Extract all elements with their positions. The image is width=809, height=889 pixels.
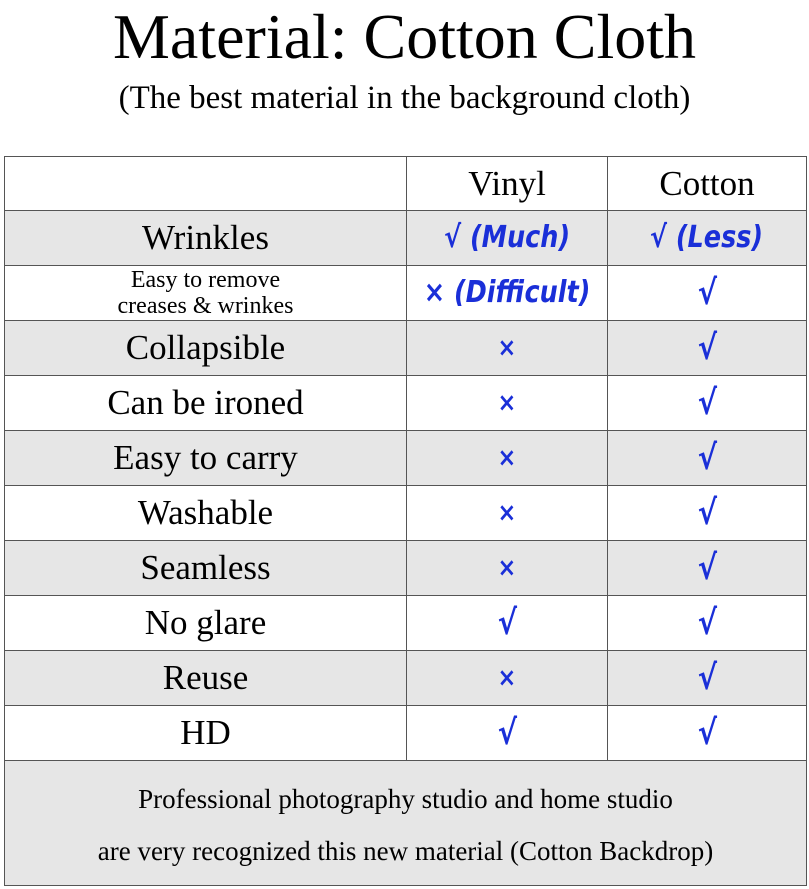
- feature-label: Washable: [137, 493, 274, 532]
- footer-cell: [5, 761, 807, 886]
- vinyl-mark: ×: [497, 333, 517, 363]
- feature-label-line2: creases & wrinkes: [117, 293, 294, 319]
- table-row-wrinkles: [5, 211, 807, 266]
- feature-label: Easy to carry: [113, 438, 298, 477]
- page-subtitle: (The best material in the background cloth): [118, 80, 691, 116]
- feature-label: No glare: [144, 603, 267, 642]
- cotton-cell: [608, 651, 807, 706]
- vinyl-mark: × (Difficult): [423, 275, 591, 310]
- feature-label: HD: [180, 713, 231, 752]
- feature-cell: [5, 211, 407, 266]
- cotton-mark: √: [697, 658, 717, 698]
- table-row-easy-remove: [5, 266, 807, 321]
- cotton-cell: [608, 266, 807, 321]
- vinyl-cell: [407, 486, 608, 541]
- feature-cell: [5, 431, 407, 486]
- table-row-reuse: [5, 651, 807, 706]
- feature-cell: [5, 321, 407, 376]
- cotton-cell: [608, 376, 807, 431]
- vinyl-cell: [407, 596, 608, 651]
- header-cotton-cell: Cotton: [608, 157, 807, 211]
- cotton-mark: √: [697, 713, 717, 753]
- header-feature-cell: [5, 157, 407, 211]
- vinyl-mark: √: [497, 713, 517, 753]
- feature-label: Seamless: [140, 548, 271, 587]
- footer-row: [5, 761, 807, 886]
- vinyl-mark: √: [497, 603, 517, 643]
- table-row-washable: [5, 486, 807, 541]
- cotton-mark: √: [697, 328, 717, 368]
- vinyl-cell: [407, 651, 608, 706]
- feature-cell: [5, 486, 407, 541]
- footer-line-2: are very recognized this new material (Cotton Backdrop): [97, 836, 714, 866]
- feature-label: Wrinkles: [142, 218, 269, 257]
- cotton-cell: [608, 596, 807, 651]
- table-row-seamless: [5, 541, 807, 596]
- cotton-mark: √: [697, 383, 717, 423]
- feature-label: Can be ironed: [107, 383, 304, 422]
- cotton-mark: √: [697, 548, 717, 588]
- vinyl-cell: [407, 266, 608, 321]
- cotton-mark: √: [697, 493, 717, 533]
- vinyl-mark: ×: [497, 388, 517, 418]
- table-row-ironed: [5, 376, 807, 431]
- feature-cell: [5, 541, 407, 596]
- cotton-cell: [608, 211, 807, 266]
- table-row-no-glare: [5, 596, 807, 651]
- cotton-cell: [608, 321, 807, 376]
- vinyl-cell: [407, 321, 608, 376]
- vinyl-cell: [407, 706, 608, 761]
- vinyl-cell: [407, 211, 608, 266]
- feature-cell: [5, 706, 407, 761]
- feature-cell: [5, 376, 407, 431]
- cotton-cell: [608, 431, 807, 486]
- vinyl-cell: [407, 376, 608, 431]
- table-row-hd: [5, 706, 807, 761]
- cotton-mark: √: [697, 273, 717, 313]
- cotton-cell: [608, 706, 807, 761]
- header-row: [5, 157, 807, 211]
- vinyl-cell: [407, 431, 608, 486]
- feature-cell: [5, 266, 407, 321]
- cotton-mark: √: [697, 438, 717, 478]
- table-row-collapsible: [5, 321, 807, 376]
- header-vinyl-cell: Vinyl: [407, 157, 608, 211]
- cotton-mark: √ (Less): [650, 220, 764, 255]
- cotton-mark: √: [697, 603, 717, 643]
- table-row-carry: [5, 431, 807, 486]
- vinyl-mark: ×: [497, 663, 517, 693]
- vinyl-mark: ×: [497, 553, 517, 583]
- feature-cell: [5, 596, 407, 651]
- feature-label: Reuse: [162, 658, 249, 697]
- vinyl-mark: √ (Much): [443, 220, 570, 255]
- comparison-table: [4, 156, 807, 886]
- vinyl-mark: ×: [497, 498, 517, 528]
- page-title: Material: Cotton Cloth: [112, 1, 697, 72]
- cotton-cell: [608, 486, 807, 541]
- vinyl-mark: ×: [497, 443, 517, 473]
- cotton-cell: [608, 541, 807, 596]
- feature-label: Collapsible: [125, 328, 286, 367]
- feature-label-line1: Easy to remove: [130, 267, 281, 293]
- footer-line-1: Professional photography studio and home studio: [138, 784, 673, 814]
- vinyl-cell: [407, 541, 608, 596]
- feature-cell: [5, 651, 407, 706]
